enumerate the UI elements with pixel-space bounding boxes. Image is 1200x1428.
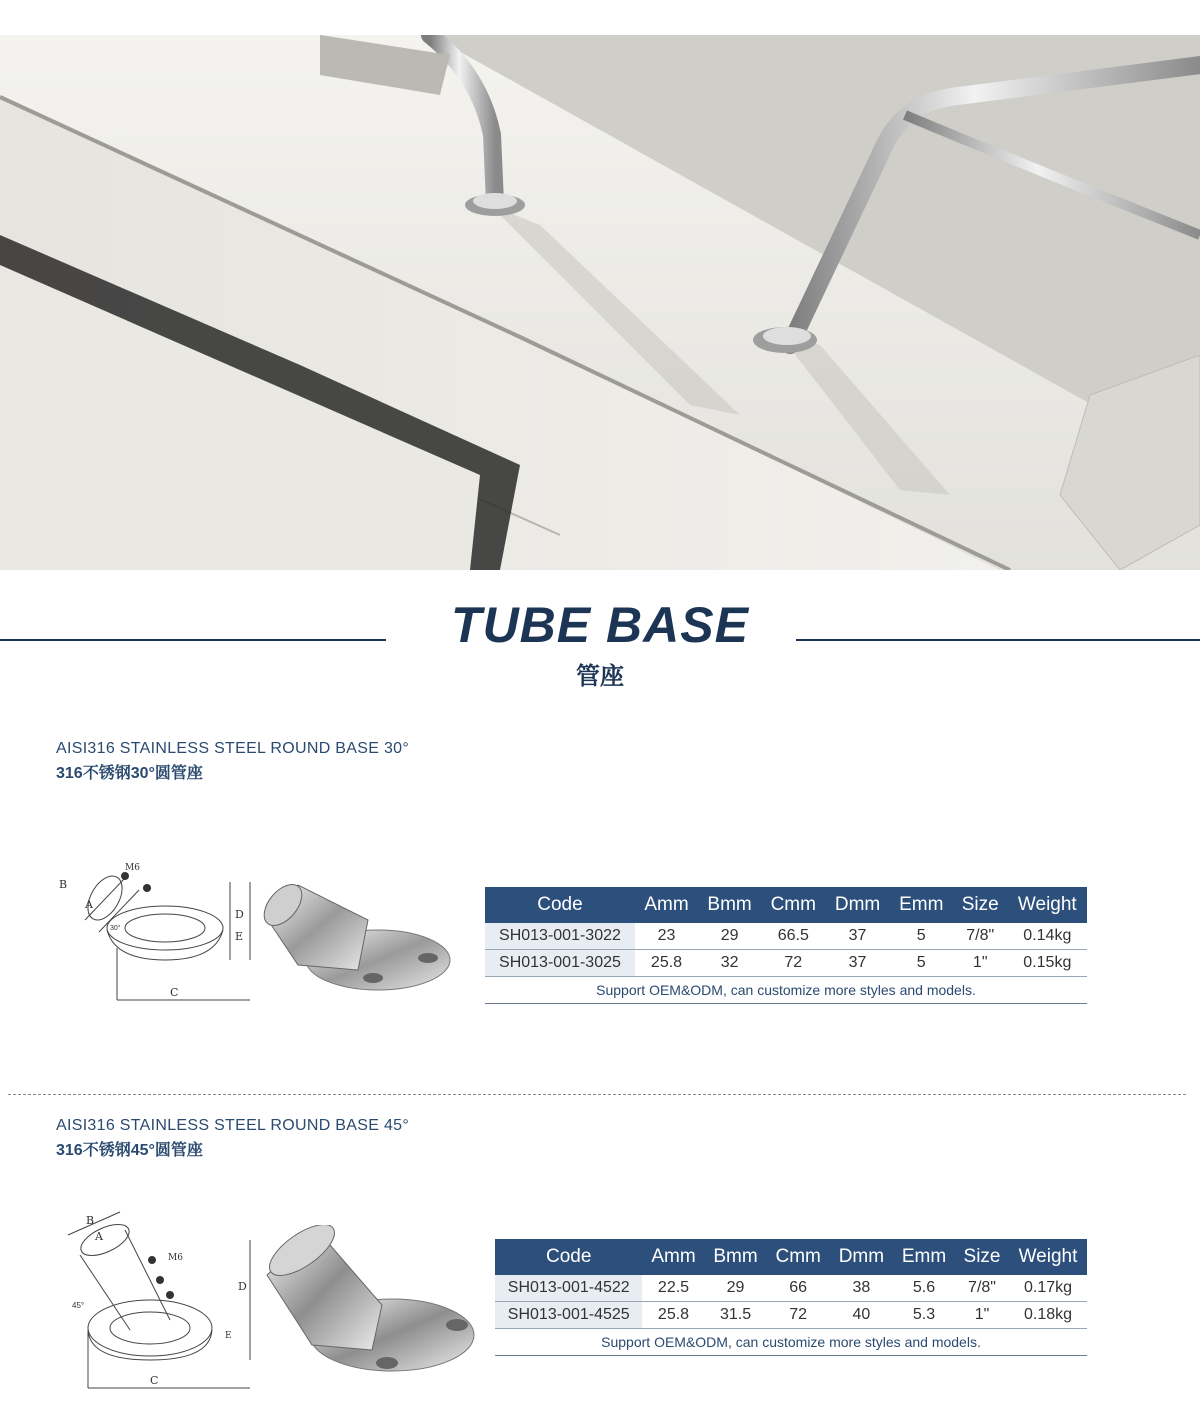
oem-note: Support OEM&ODM, can customize more styles and models. xyxy=(495,1329,1087,1356)
section-title-en: AISI316 STAINLESS STEEL ROUND BASE 30° xyxy=(56,740,410,757)
col-header: Cmm xyxy=(767,1239,830,1275)
dim-label-d: D xyxy=(235,908,244,921)
col-header: Code xyxy=(495,1239,642,1275)
cell: 72 xyxy=(767,1302,830,1329)
section-title-cn: 316不锈钢30°圆管座 xyxy=(56,765,203,782)
section-heading-30 xyxy=(56,740,409,783)
section-heading-45 xyxy=(56,1117,409,1160)
dim-label-a: A xyxy=(85,898,93,911)
dim-label-a: A xyxy=(95,1230,103,1243)
col-header: Size xyxy=(953,887,1008,923)
cell: 7/8" xyxy=(955,1275,1009,1302)
cell: 23 xyxy=(635,923,698,950)
dim-label-angle: 45° xyxy=(72,1301,85,1310)
cell: 1" xyxy=(953,950,1008,977)
boat-rail-illustration xyxy=(0,35,1200,570)
cell: 29 xyxy=(698,923,761,950)
dim-label-b: B xyxy=(59,878,68,891)
cell-code: SH013-001-3022 xyxy=(485,923,635,950)
cell: 37 xyxy=(825,923,889,950)
col-header: Amm xyxy=(635,887,698,923)
page-subtitle: 管座 xyxy=(576,663,624,690)
section-title-cn: 316不锈钢45°圆管座 xyxy=(56,1142,203,1159)
cell: 0.14kg xyxy=(1008,923,1087,950)
cell: 5 xyxy=(890,950,953,977)
col-header: Bmm xyxy=(698,887,761,923)
cell: 5.6 xyxy=(893,1275,955,1302)
dim-label-b: B xyxy=(86,1214,95,1227)
dim-label-c: C xyxy=(170,986,179,999)
table-row xyxy=(485,950,1087,977)
spec-table-30 xyxy=(485,887,1087,1004)
cell: 25.8 xyxy=(635,950,698,977)
dim-label-e: E xyxy=(235,930,244,943)
cell: 66 xyxy=(767,1275,830,1302)
cell: 37 xyxy=(825,950,889,977)
dim-label-c: C xyxy=(150,1374,159,1387)
title-block xyxy=(0,590,1200,700)
cell: 0.15kg xyxy=(1008,950,1087,977)
oem-note: Support OEM&ODM, can customize more styles and models. xyxy=(485,977,1087,1004)
section-title-en: AISI316 STAINLESS STEEL ROUND BASE 45° xyxy=(56,1117,410,1134)
col-header: Cmm xyxy=(761,887,825,923)
page-title: TUBE BASE xyxy=(451,597,749,653)
col-header: Emm xyxy=(890,887,953,923)
col-header: Weight xyxy=(1009,1239,1087,1275)
dim-label-m6: M6 xyxy=(125,863,140,873)
col-header: Weight xyxy=(1008,887,1087,923)
cell: 40 xyxy=(830,1302,893,1329)
col-header: Dmm xyxy=(825,887,889,923)
table-note-row xyxy=(495,1329,1087,1356)
cell-code: SH013-001-4525 xyxy=(495,1302,642,1329)
col-header: Dmm xyxy=(830,1239,893,1275)
cell: 5 xyxy=(890,923,953,950)
cell: 66.5 xyxy=(761,923,825,950)
col-header: Bmm xyxy=(705,1239,767,1275)
col-header: Size xyxy=(955,1239,1009,1275)
cell: 7/8" xyxy=(953,923,1008,950)
cell: 1" xyxy=(955,1302,1009,1329)
cell: 72 xyxy=(761,950,825,977)
table-header-row xyxy=(495,1239,1087,1275)
technical-drawing-30 xyxy=(55,860,255,1010)
col-header: Amm xyxy=(642,1239,704,1275)
table-header-row xyxy=(485,887,1087,923)
table-row xyxy=(495,1302,1087,1329)
dim-label-angle: 30° xyxy=(110,925,121,932)
cell: 22.5 xyxy=(642,1275,704,1302)
table-note-row xyxy=(485,977,1087,1004)
cell: 5.3 xyxy=(893,1302,955,1329)
dim-label-e: E xyxy=(225,1331,232,1341)
technical-drawing-45 xyxy=(60,1210,260,1400)
product-photo-45 xyxy=(262,1225,477,1380)
dim-label-m6: M6 xyxy=(168,1253,183,1263)
cell: 38 xyxy=(830,1275,893,1302)
cell: 0.17kg xyxy=(1009,1275,1087,1302)
cell: 31.5 xyxy=(705,1302,767,1329)
spec-table-45 xyxy=(495,1239,1087,1356)
table-row xyxy=(495,1275,1087,1302)
cell-code: SH013-001-3025 xyxy=(485,950,635,977)
cell: 32 xyxy=(698,950,761,977)
col-header: Emm xyxy=(893,1239,955,1275)
dim-label-d: D xyxy=(238,1280,247,1293)
cell: 29 xyxy=(705,1275,767,1302)
section-divider xyxy=(8,1094,1186,1095)
product-photo-30 xyxy=(258,880,453,995)
cell: 0.18kg xyxy=(1009,1302,1087,1329)
cell: 25.8 xyxy=(642,1302,704,1329)
cell-code: SH013-001-4522 xyxy=(495,1275,642,1302)
col-header: Code xyxy=(485,887,635,923)
table-row xyxy=(485,923,1087,950)
hero-boat-photo xyxy=(0,35,1200,570)
